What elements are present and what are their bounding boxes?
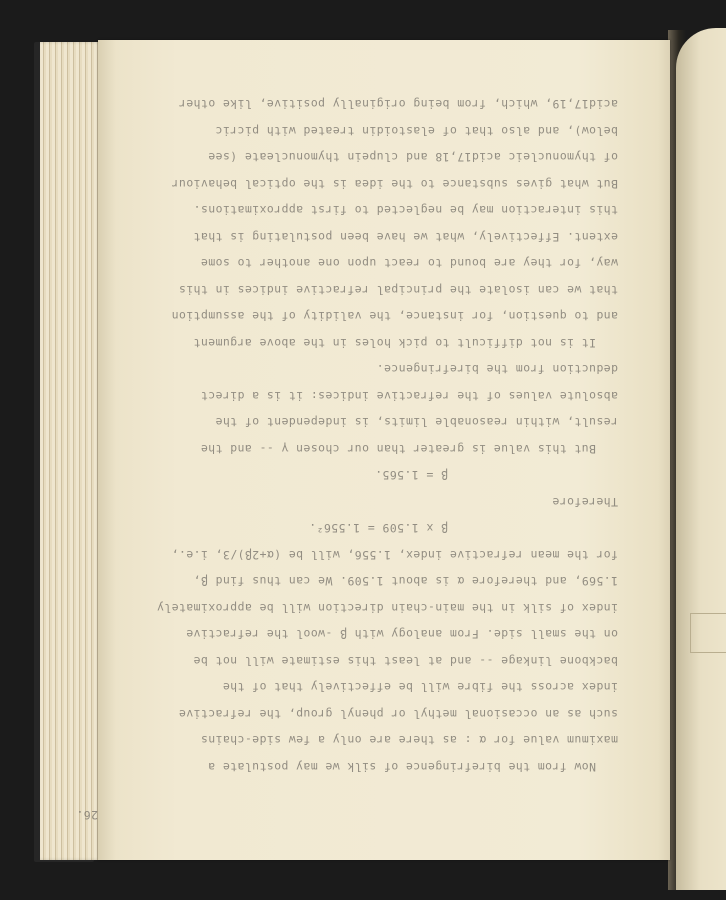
- text-line: β = 1.565.: [374, 468, 448, 483]
- text-line: 1.569, and therefore α is about 1.509. We can thus find β,: [193, 574, 618, 589]
- text-line: index across the fibre will be effectively that of the: [222, 680, 618, 695]
- text-line: Therefore: [552, 495, 618, 509]
- text-line: deduction from the birefringence.: [376, 362, 618, 377]
- text-line: But what gives substance to the idea is the optical behaviour: [171, 177, 618, 191]
- text-line: and to question, for instance, the validity of the assumption: [171, 309, 618, 324]
- text-line: It is not difficult to pick holes in the above argument: [193, 336, 596, 350]
- facing-page-mark: [690, 613, 726, 653]
- text-line: absolute values of the refractive indices: it is a direct: [200, 389, 618, 403]
- text-line: β x 1.509 = 1.556².: [308, 521, 448, 536]
- text-line: on the small side. From analogy with β -wool the refractive: [185, 627, 618, 642]
- text-line: index of silk in the main-chain direction will be approximately: [156, 601, 618, 615]
- text-line: Now from the birefringence of silk we may postulate a: [207, 760, 596, 774]
- text-line: But this value is greater than our chosen γ -- and the: [200, 442, 596, 456]
- text-line: that we can isolate the principal refractive indices in this: [178, 283, 618, 297]
- text-line: result, within reasonable limits, is independent of the: [215, 415, 618, 430]
- text-line: for the mean refractive index, 1.556, will be (α+2β)/3, i.e.,: [171, 548, 618, 562]
- document-page: [76, 40, 670, 860]
- show-through-text: [76, 40, 670, 860]
- facing-page: [676, 28, 726, 890]
- text-line: backbone linkage -- and at least this estimate will not be: [193, 654, 618, 668]
- page-number: 26.: [76, 808, 98, 822]
- text-line: acid17,19, which, from being originally positive, like other: [178, 97, 618, 112]
- text-line: maximum value for α : as there are only a few side-chains: [200, 733, 618, 748]
- page-edges: [40, 42, 102, 860]
- text-line: way, for they are bound to react upon one another to some: [200, 256, 618, 271]
- page-text-block: [76, 91, 618, 822]
- text-line: extent. Effectively, what we have been postulating is that: [193, 230, 618, 244]
- text-line: below), and also that of elastoidin treated with picric: [215, 124, 618, 138]
- text-line: such as an occasional methyl or phenyl group, the refractive: [178, 707, 618, 721]
- text-line: of thymonucleic acid17,18 and clupein thymonucleate (see: [207, 150, 618, 165]
- text-line: this interaction may be neglected to first approximations.: [193, 203, 618, 218]
